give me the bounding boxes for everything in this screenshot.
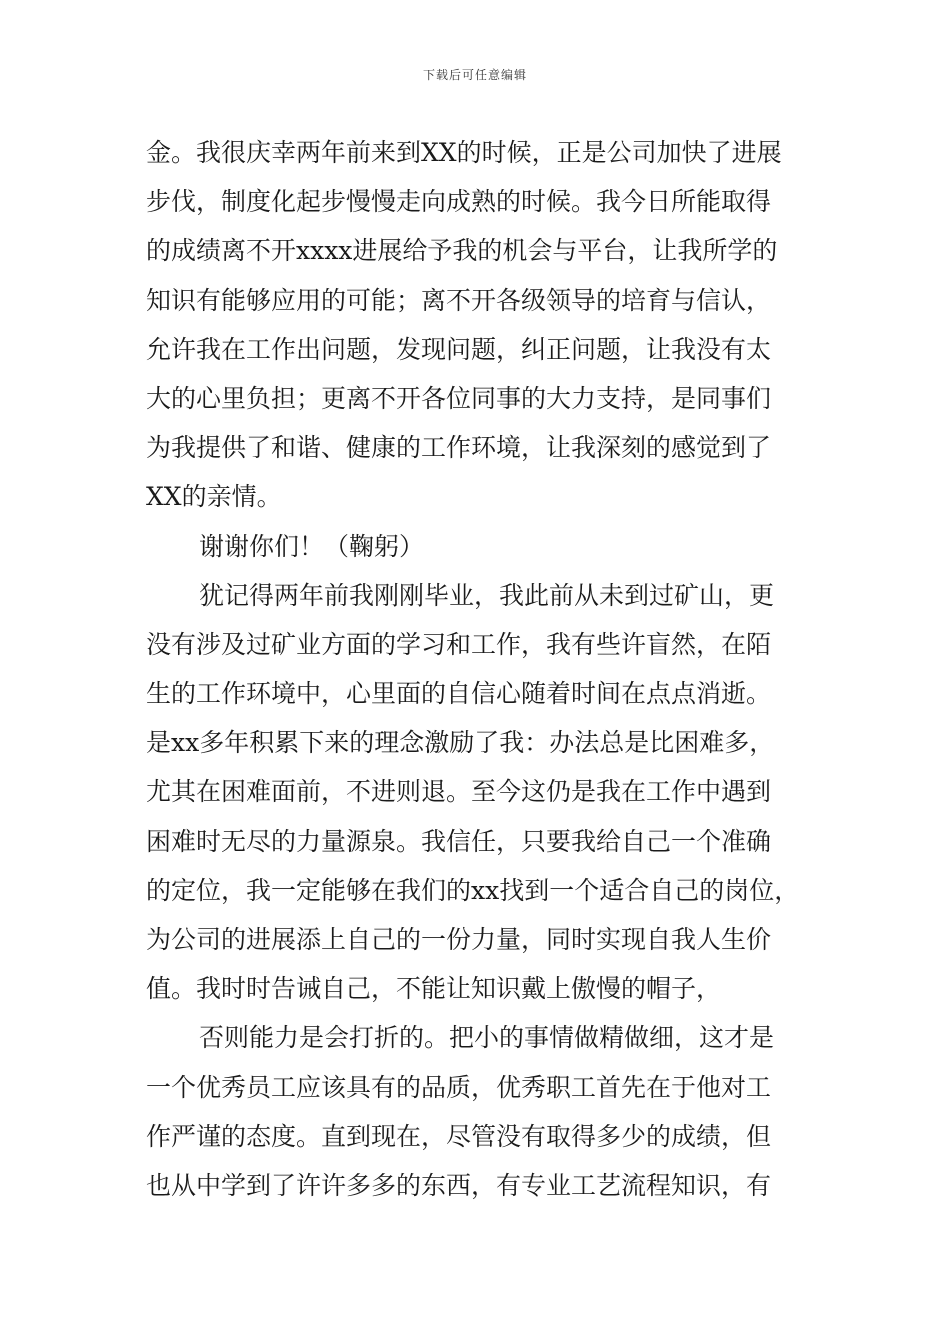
text-line: 知识有能够应用的可能；离不开各级领导的培育与信认， — [146, 285, 772, 315]
text-line: 的定位，我一定能够在我们的xx找到一个适合自己的岗位， — [146, 875, 800, 905]
text-line: 一个优秀员工应该具有的品质，优秀职工首先在于他对工 — [146, 1072, 772, 1102]
text-line: 作严谨的态度。直到现在，尽管没有取得多少的成绩，但 — [146, 1121, 772, 1151]
text-line: 步伐，制度化起步慢慢走向成熟的时候。我今日所能取得 — [146, 187, 772, 217]
text-line: XX的亲情。 — [146, 482, 282, 512]
text-line: 为我提供了和谐、健康的工作环境，让我深刻的感觉到了 — [146, 433, 772, 463]
text-line: 大的心里负担；更离不开各位同事的大力支持，是同事们 — [146, 383, 772, 413]
text-line: 值。我时时告诫自己，不能让知识戴上傲慢的帽子， — [146, 974, 722, 1004]
text-line: 的成绩离不开xxxx进展给予我的机会与平台，让我所学的 — [146, 236, 778, 266]
text-line: 困难时无尽的力量源泉。我信任，只要我给自己一个准确 — [146, 826, 772, 856]
text-line: 为公司的进展添上自己的一份力量，同时实现自我人生价 — [146, 925, 772, 954]
text-line: 是xx多年积累下来的理念激励了我：办法总是比困难多， — [146, 728, 775, 758]
text-line: 允许我在工作出问题，发现问题，纠正问题，让我没有太 — [146, 334, 772, 364]
text-line: 金。我很庆幸两年前来到XX的时候，正是公司加快了进展 — [146, 138, 782, 167]
text-line: 没有涉及过矿业方面的学习和工作，我有些许盲然，在陌 — [146, 629, 772, 659]
text-line: 也从中学到了许许多多的东西，有专业工艺流程知识，有 — [146, 1170, 772, 1200]
document-body — [146, 128, 836, 1210]
page-header: 下载后可任意编辑 — [422, 68, 527, 82]
text-line: 犹记得两年前我刚刚毕业，我此前从未到过矿山，更 — [199, 580, 775, 610]
text-line: 谢谢你们！（鞠躬） — [199, 531, 425, 561]
text-line: 尤其在困难面前，不进则退。至今这仍是我在工作中遇到 — [146, 777, 772, 807]
text-line: 生的工作环境中，心里面的自信心随着时间在点点消逝。 — [146, 679, 772, 709]
text-line: 否则能力是会打折的。把小的事情做精做细，这才是 — [199, 1023, 775, 1053]
